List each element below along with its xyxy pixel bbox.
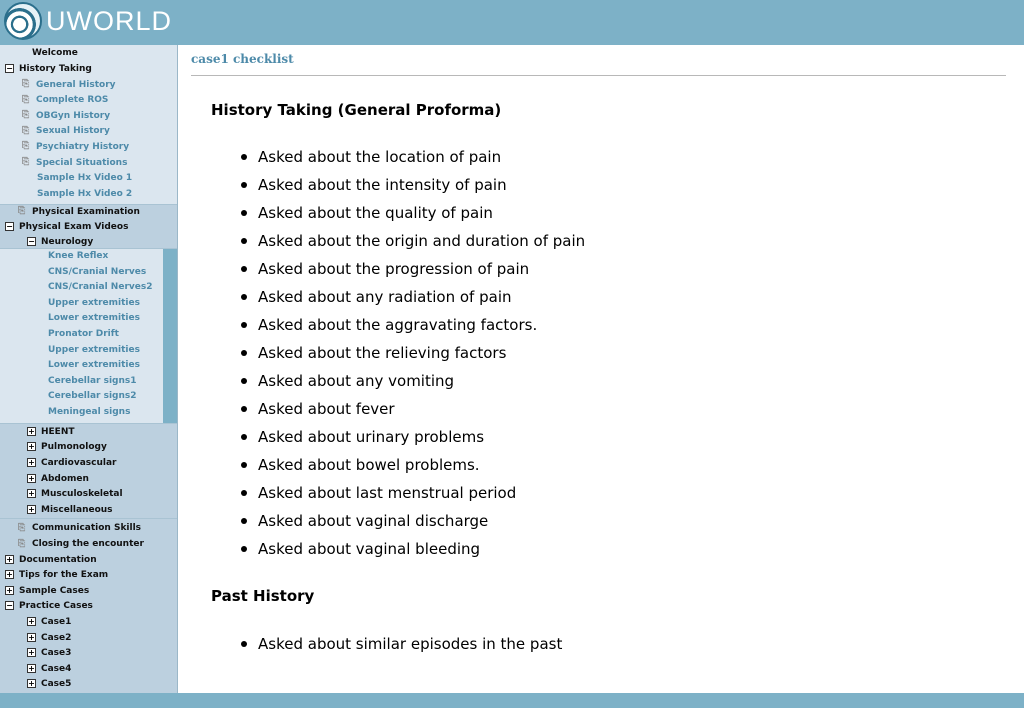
sidebar-item-heent[interactable]: + HEENT — [28, 426, 75, 437]
list-item: Asked about fever — [211, 395, 585, 423]
list-item: Asked about the progression of pain — [211, 255, 585, 283]
collapse-icon[interactable]: − — [28, 236, 35, 246]
collapse-icon[interactable]: − — [6, 64, 13, 73]
expand-icon[interactable]: + — [28, 632, 35, 642]
expand-icon[interactable]: + — [6, 554, 13, 564]
list-item: Asked about last menstrual period — [211, 479, 585, 507]
list-item: Asked about the quality of pain — [211, 199, 585, 227]
past-history-checklist — [211, 630, 562, 658]
page-title: case1 checklist — [191, 52, 294, 66]
sidebar-item-cns-cranial-nerves[interactable]: CNS/Cranial Nerves — [48, 266, 147, 277]
sidebar-item-cerebellar-signs1[interactable]: Cerebellar signs1 — [48, 375, 137, 386]
sidebar-item-case3[interactable]: + Case3 — [28, 648, 72, 659]
sidebar-item-abdomen[interactable]: + Abdomen — [28, 473, 89, 484]
sidebar-item-closing-encounter[interactable]: ⎘ Closing the encounter — [18, 538, 144, 550]
checklist-content — [178, 45, 1024, 693]
list-item: Asked about urinary problems — [211, 423, 585, 451]
expand-icon[interactable]: + — [28, 489, 35, 499]
sidebar-nav — [0, 45, 178, 693]
collapse-icon[interactable]: − — [6, 601, 13, 611]
list-item: Asked about any radiation of pain — [211, 283, 585, 311]
neurology-list — [0, 249, 177, 423]
page-icon: ⎘ — [22, 94, 30, 105]
brand-name: UWORLD — [46, 6, 172, 36]
sidebar-item-sexual-history[interactable]: ⎘ Sexual History — [22, 125, 110, 137]
list-item: Asked about the origin and duration of pain — [211, 227, 585, 255]
sidebar-item-cardiovascular[interactable]: + Cardiovascular — [28, 458, 117, 469]
expand-icon[interactable]: + — [28, 442, 35, 452]
physical-exam-block — [0, 204, 177, 249]
sidebar-item-history-taking[interactable]: − History Taking — [0, 62, 177, 78]
uworld-logo-icon — [4, 2, 42, 40]
page-icon: ⎘ — [18, 538, 26, 549]
sidebar-item-cerebellar-signs2[interactable]: Cerebellar signs2 — [48, 391, 137, 402]
sidebar-item-documentation[interactable]: + Documentation — [6, 554, 97, 565]
page-icon: ⎘ — [18, 206, 26, 217]
list-item: Asked about the aggravating factors. — [211, 311, 585, 339]
sidebar-item-cns-cranial-nerves2[interactable]: CNS/Cranial Nerves2 — [48, 282, 153, 293]
sidebar-item-case4[interactable]: + Case4 — [28, 663, 72, 674]
bottom-nav-block — [0, 519, 177, 693]
sidebar-item-pronator-drift[interactable]: Pronator Drift — [48, 328, 119, 339]
sidebar-item-meningeal-signs[interactable]: Meningeal signs — [48, 406, 131, 417]
sidebar-item-miscellaneous[interactable]: + Miscellaneous — [28, 504, 113, 515]
expand-icon[interactable]: + — [28, 473, 35, 483]
app-header — [0, 0, 1024, 45]
list-item: Asked about similar episodes in the past — [211, 630, 562, 658]
sidebar-item-general-history[interactable]: ⎘ General History — [22, 79, 116, 90]
page-icon: ⎘ — [22, 79, 30, 90]
page-icon: ⎘ — [22, 110, 30, 121]
expand-icon[interactable]: + — [28, 679, 35, 689]
expand-icon[interactable]: + — [28, 426, 35, 436]
sidebar-item-practice-cases[interactable]: − Practice Cases — [6, 601, 93, 612]
sidebar-item-lower-extremities-2[interactable]: Lower extremities — [48, 360, 140, 371]
sidebar-item-special-situations[interactable]: ⎘ Special Situations — [22, 157, 128, 168]
page-icon: ⎘ — [22, 157, 30, 168]
page-icon: ⎘ — [22, 125, 30, 136]
sidebar-item-communication-skills[interactable]: ⎘ Communication Skills — [18, 522, 142, 534]
list-item: Asked about bowel problems. — [211, 451, 585, 479]
title-divider — [191, 75, 1006, 76]
sidebar-item-upper-extremities[interactable]: Upper extremities — [48, 297, 140, 308]
sidebar-item-knee-reflex[interactable]: Knee Reflex — [48, 250, 109, 261]
sidebar-item-sample-hx-video-2[interactable]: Sample Hx Video 2 — [37, 188, 133, 199]
expand-icon[interactable]: + — [28, 648, 35, 658]
list-item: Asked about vaginal bleeding — [211, 535, 585, 563]
sidebar-item-welcome[interactable]: Welcome — [0, 45, 177, 62]
sidebar-item-lower-extremities[interactable]: Lower extremities — [48, 313, 140, 324]
sidebar-item-psychiatry-history[interactable]: ⎘ Psychiatry History — [22, 141, 130, 152]
sidebar-item-sample-cases[interactable]: + Sample Cases — [6, 585, 90, 596]
sidebar-item-case2[interactable]: + Case2 — [28, 632, 72, 643]
list-item: Asked about the relieving factors — [211, 339, 585, 367]
expand-icon[interactable]: + — [28, 458, 35, 468]
section-heading-history-taking: History Taking (General Proforma) — [211, 101, 502, 119]
sidebar-item-obgyn-history[interactable]: ⎘ OBGyn History — [22, 110, 111, 121]
expand-icon[interactable]: + — [28, 663, 35, 673]
list-item: Asked about any vomiting — [211, 367, 585, 395]
list-item: Asked about the location of pain — [211, 143, 585, 171]
sidebar-item-case5[interactable]: + Case5 — [28, 679, 72, 690]
history-taking-checklist — [211, 143, 585, 563]
exam-groups-block — [0, 423, 177, 520]
sidebar-item-tips-for-exam[interactable]: + Tips for the Exam — [6, 570, 109, 581]
app-footer — [0, 693, 1024, 708]
expand-icon[interactable]: + — [6, 585, 13, 595]
page-icon: ⎘ — [18, 522, 26, 533]
expand-icon[interactable]: + — [28, 504, 35, 514]
sidebar-item-neurology[interactable]: − Neurology — [28, 236, 94, 247]
sidebar-item-sample-hx-video-1[interactable]: Sample Hx Video 1 — [37, 173, 133, 184]
sidebar-item-complete-ros[interactable]: ⎘ Complete ROS — [22, 94, 109, 106]
sidebar-item-physical-exam-videos[interactable]: − Physical Exam Videos — [6, 222, 129, 233]
expand-icon[interactable]: + — [6, 570, 13, 580]
sidebar-item-musculoskeletal[interactable]: + Musculoskeletal — [28, 489, 123, 500]
sidebar-item-upper-extremities-2[interactable]: Upper extremities — [48, 344, 140, 355]
page-icon: ⎘ — [22, 141, 30, 152]
history-taking-list — [0, 78, 177, 204]
sidebar-item-pulmonology[interactable]: + Pulmonology — [28, 442, 107, 453]
sidebar-item-physical-examination[interactable]: ⎘ Physical Examination — [18, 206, 140, 217]
expand-icon[interactable]: + — [28, 617, 35, 626]
section-heading-past-history: Past History — [211, 587, 315, 605]
list-item: Asked about vaginal discharge — [211, 507, 585, 535]
list-item: Asked about the intensity of pain — [211, 171, 585, 199]
collapse-icon[interactable]: − — [6, 222, 13, 232]
sidebar-item-case1[interactable]: + Case1 — [28, 617, 72, 627]
